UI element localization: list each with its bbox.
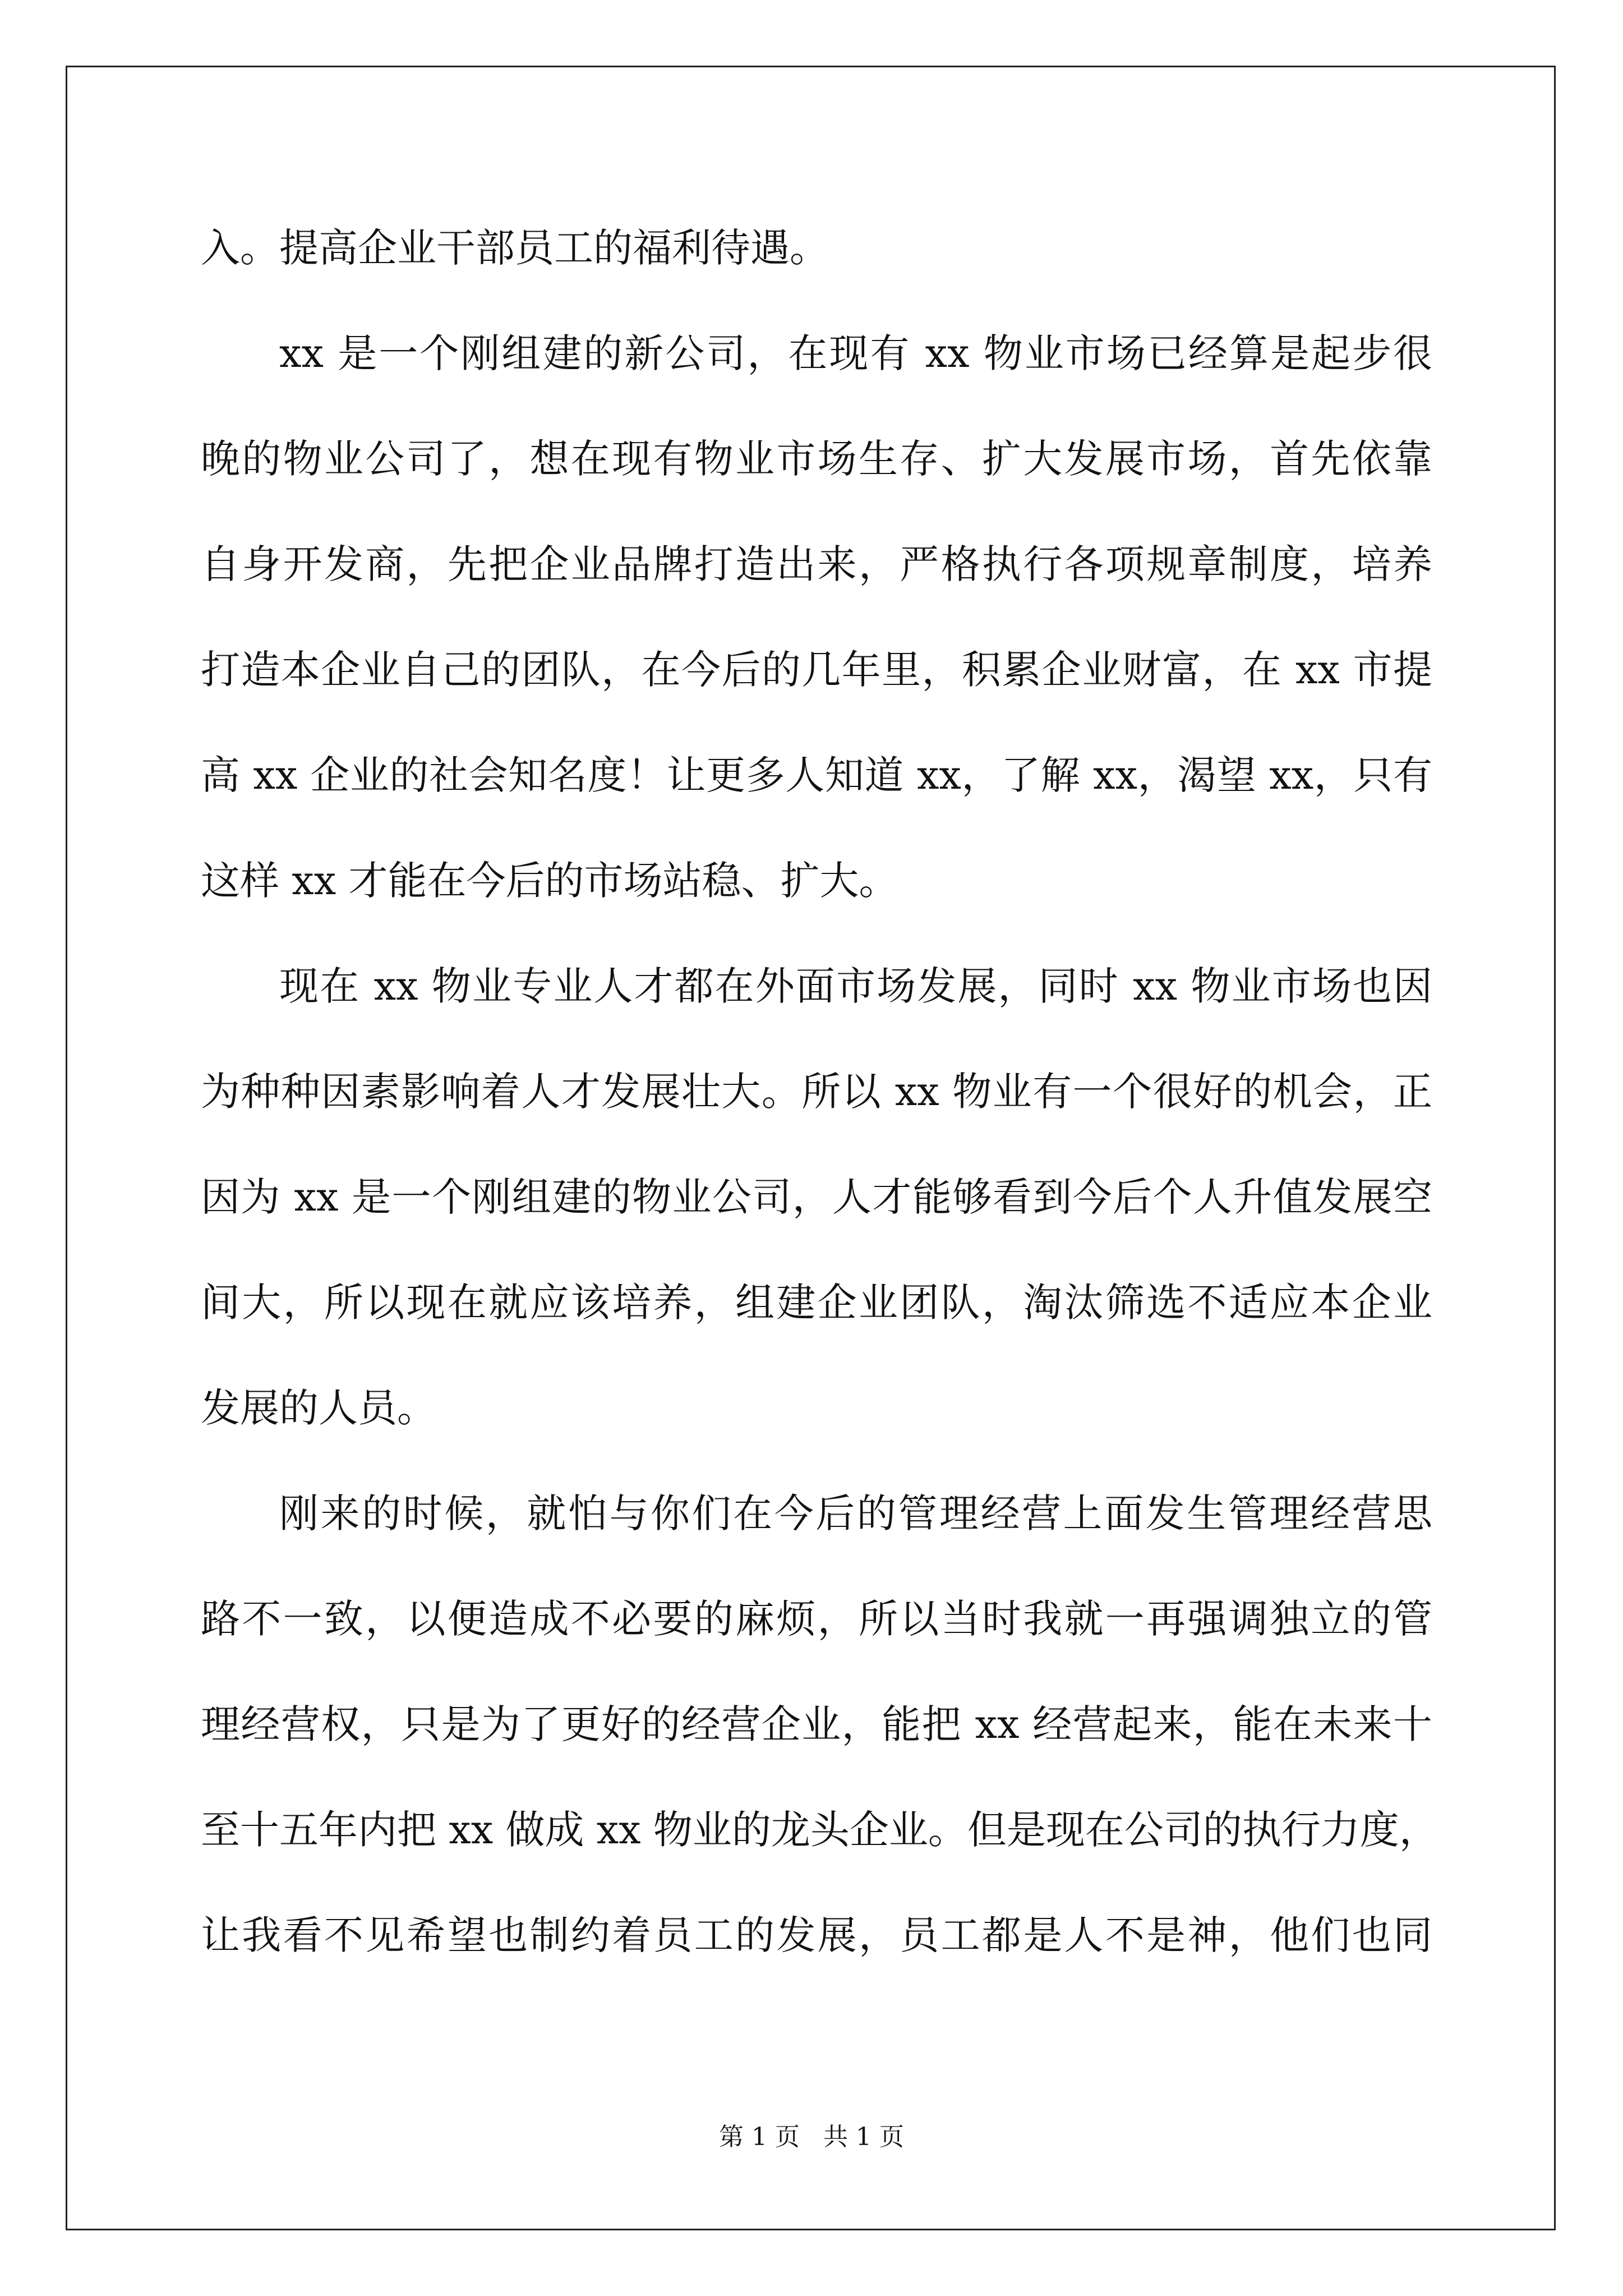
text-line: 入。提高企业干部员工的福利待遇。 — [201, 225, 829, 271]
text-line: 晚的物业公司了，想在现有物业市场生存、扩大发展市场，首先依靠 — [201, 436, 1432, 482]
page-total: 共 1 页 — [823, 2123, 904, 2151]
text-line: 理经营权，只是为了更好的经营企业，能把 xx 经营起来，能在未来十 — [201, 1701, 1432, 1747]
paragraph-first-line: xx 是一个刚组建的新公司，在现有 xx 物业市场已经算是起步很 — [279, 330, 1432, 376]
page-border — [66, 66, 1556, 2230]
text-line: 高 xx 企业的社会知名度！让更多人知道 xx，了解 xx，渴望 xx，只有 — [201, 752, 1432, 798]
text-line: 这样 xx 才能在今后的市场站稳、扩大。 — [201, 858, 898, 904]
text-line: 发展的人员。 — [201, 1385, 436, 1431]
text-line: 让我看不见希望也制约着员工的发展，员工都是人不是神，他们也同 — [201, 1912, 1432, 1958]
paragraph-first-line: 现在 xx 物业专业人才都在外面市场发展，同时 xx 物业市场也因 — [279, 963, 1432, 1009]
text-line: 间大，所以现在就应该培养，组建企业团队，淘汰筛选不适应本企业 — [201, 1280, 1432, 1326]
text-line: 路不一致，以便造成不必要的麻烦，所以当时我就一再强调独立的管 — [201, 1596, 1432, 1642]
text-line: 因为 xx 是一个刚组建的物业公司，人才能够看到今后个人升值发展空 — [201, 1174, 1432, 1220]
page-footer — [0, 2120, 1623, 2154]
text-line: 为种种因素影响着人才发展壮大。所以 xx 物业有一个很好的机会，正 — [201, 1069, 1432, 1115]
text-line: 打造本企业自己的团队，在今后的几年里，积累企业财富，在 xx 市提 — [201, 647, 1432, 693]
text-line: 自身开发商，先把企业品牌打造出来，严格执行各项规章制度，培养 — [201, 541, 1432, 587]
paragraph-first-line: 刚来的时候，就怕与你们在今后的管理经营上面发生管理经营思 — [279, 1490, 1432, 1536]
page-number: 第 1 页 — [719, 2123, 800, 2151]
text-line: 至十五年内把 xx 做成 xx 物业的龙头企业。但是现在公司的执行力度， — [201, 1807, 1438, 1853]
